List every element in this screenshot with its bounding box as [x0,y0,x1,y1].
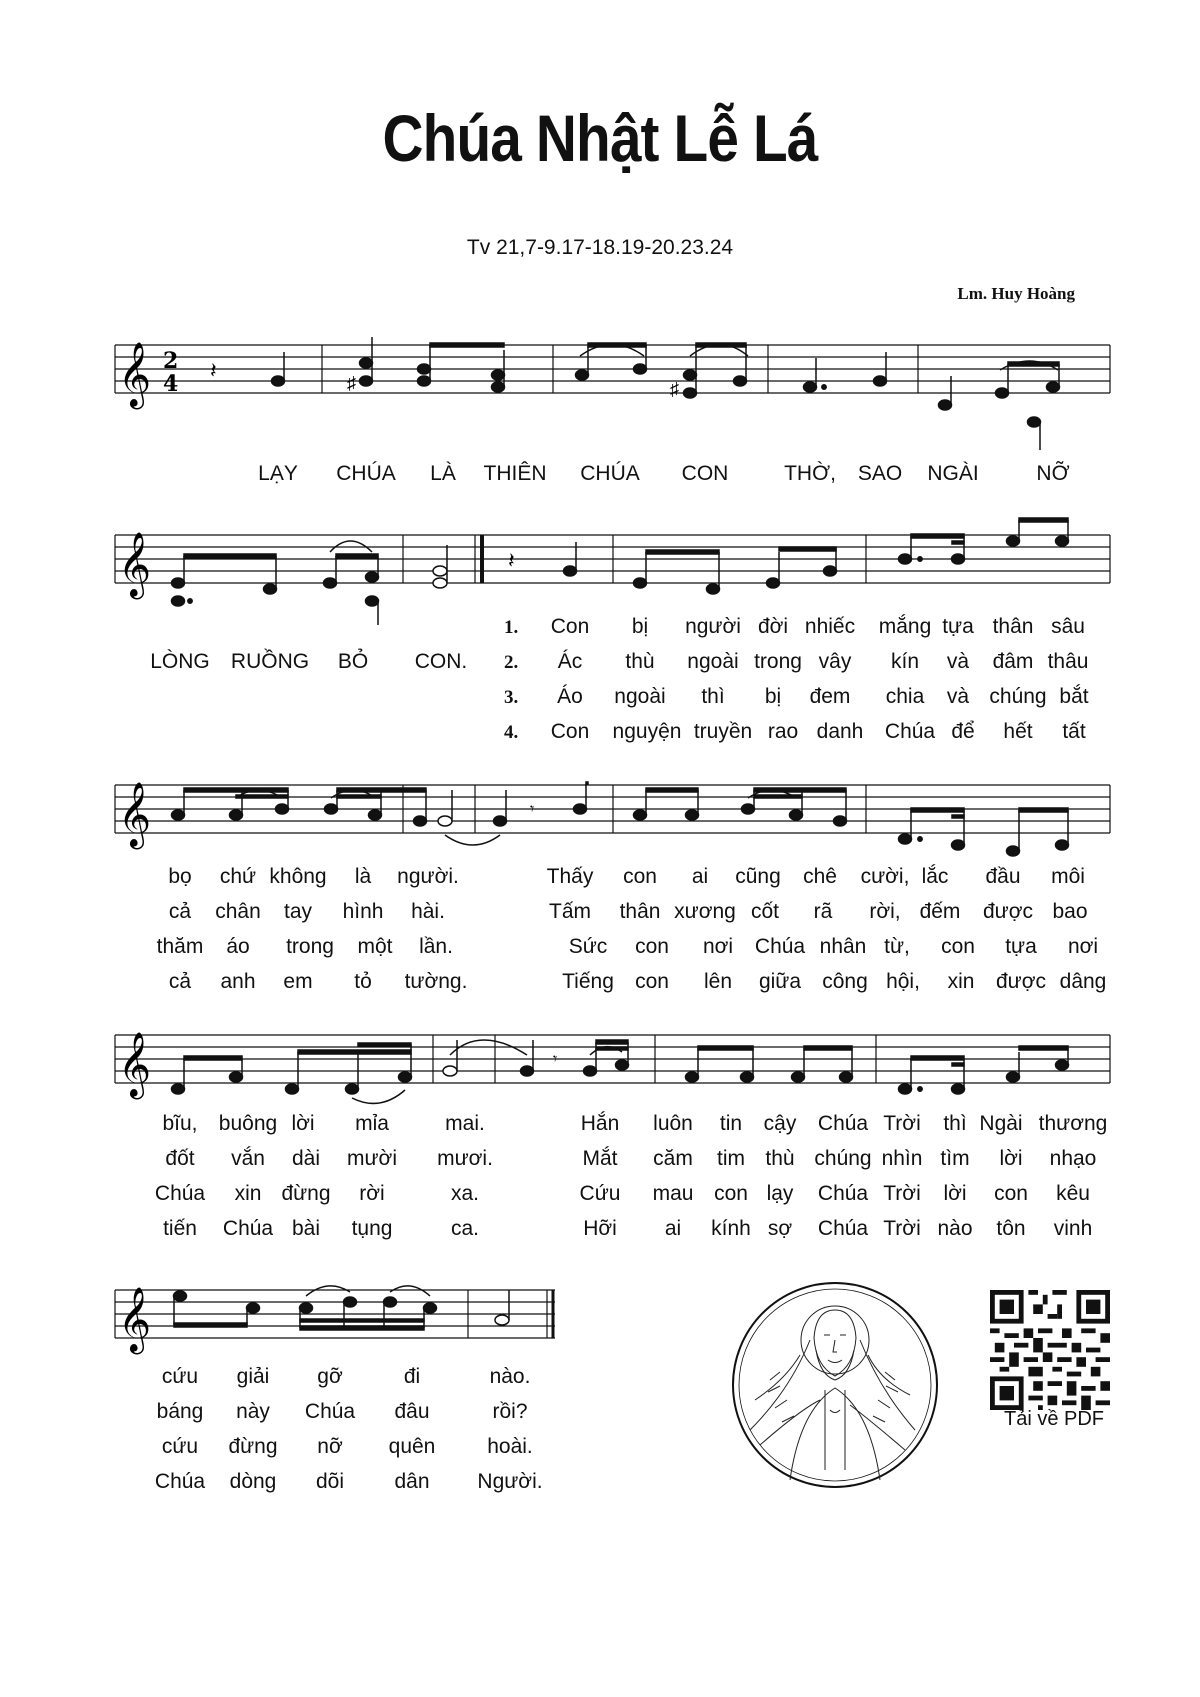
lyric-word: con [714,1182,748,1205]
lyric-word: cả [168,970,192,993]
lyric-word: thì [701,685,725,708]
lyric-word: ai [691,865,709,888]
lyric-word: Chúa [154,1470,206,1493]
lyric-word: nhạo [1049,1147,1097,1170]
lyric-word: truyền [693,720,753,743]
treble-clef-icon: 𝄞 [118,342,152,407]
lyric-word: mai. [445,1112,485,1135]
lyric-word: chúng [814,1147,872,1170]
lyric-word: đi [403,1365,421,1388]
lyric-word: dõi [315,1470,345,1493]
lyric-word: gỡ [317,1365,343,1388]
treble-clef-icon: 𝄞 [118,1287,152,1352]
lyric-word: tựa [942,615,974,638]
verse-number: 1. [504,617,519,638]
lyric-word: dâng [1059,970,1107,993]
staff-4 [0,1020,1200,1120]
lyric-word: đừng [281,1182,331,1205]
lyric-word: Con [550,615,590,638]
lyric-word: Chúa [304,1400,356,1423]
lyric-word: dài [291,1147,321,1170]
lyric-word: nỡ [317,1435,343,1458]
lyric-word: chia [885,685,925,708]
lyric-word: đem [809,685,851,708]
lyric-word: cứu [161,1365,199,1388]
lyric-word: Sức [568,935,608,958]
lyric-word: Chúa [817,1182,869,1205]
lyric-word: rời [359,1182,385,1205]
lyric-word: NỠ [1036,462,1070,485]
lyric-word: cả [168,900,192,923]
lyric-word: Tấm [549,900,591,923]
lyric-word: đâu [394,1400,430,1423]
lyric-word: Hắn [580,1112,620,1135]
rest-icon: 𝄽 [508,549,515,574]
rest-icon: 𝄽 [210,359,217,384]
lyric-word: buông [218,1112,278,1135]
lyric-word: sâu [1051,615,1085,638]
lyric-word: kính [711,1217,751,1240]
lyric-word: xin [234,1182,262,1205]
verse-number: 2. [504,652,519,673]
lyric-word: cứu [161,1435,199,1458]
lyric-word: mắng [878,615,932,638]
lyric-word: là [354,865,372,888]
lyric-word: đầu [985,865,1021,888]
lyric-word: thân [992,615,1034,638]
lyric-word: căm [653,1147,693,1170]
lyric-word: bài [291,1217,321,1240]
lyric-word: hài. [411,900,445,923]
lyric-word: mười [347,1147,397,1170]
lyric-word: từ, [884,935,910,958]
lyric-word: rồi? [492,1400,528,1423]
lyric-word: xa. [450,1182,480,1205]
treble-clef-icon: 𝄞 [118,532,152,597]
lyric-word: đếm [919,900,961,923]
lyric-word: tin [719,1112,743,1135]
lyric-word: Ngài [979,1112,1023,1135]
lyric-word: một [357,935,393,958]
lyric-word: đừng [228,1435,278,1458]
lyric-word: dòng [229,1470,277,1493]
lyric-word: LÒNG [150,650,210,673]
lyric-word: anh [220,970,256,993]
lyric-word: tiến [163,1217,197,1240]
lyric-word: lên [703,970,733,993]
lyric-word: nhiếc [804,615,856,638]
lyric-word: nào [937,1217,973,1240]
lyric-word: Chúa [154,1182,206,1205]
lyric-word: hội, [886,970,920,993]
palm-sunday-christ-medallion-icon [730,1280,940,1490]
composer: Lm. Huy Hoàng [957,284,1075,303]
lyric-word: cốt [750,900,780,923]
lyric-word: nguyện [612,720,682,743]
lyric-word: CHÚA [336,462,396,485]
lyric-word: CHÚA [580,462,640,485]
lyric-word: hình [342,900,384,923]
lyric-word: Ác [557,650,583,673]
lyric-word: Chúa [754,935,806,958]
lyric-word: Trời [883,1112,921,1135]
time-signature-top: 2 [163,348,179,374]
lyric-word: cười, [860,865,910,888]
lyric-word: Chúa [817,1112,869,1135]
lyric-word: NGÀI [927,462,979,485]
lyric-word: Mắt [582,1147,618,1170]
lyric-word: công [822,970,868,993]
lyric-word: đốt [165,1147,195,1170]
lyric-word: và [946,650,970,673]
lyric-word: chúng [989,685,1047,708]
lyric-word: Tiếng [562,970,614,993]
lyric-word: quên [388,1435,436,1458]
lyric-word: thù [625,650,655,673]
lyric-word: này [236,1400,270,1423]
lyric-word: lời [291,1112,315,1135]
lyric-word: kêu [1056,1182,1090,1205]
verse-number: 3. [504,687,519,708]
lyric-word: tường. [404,970,468,993]
lyric-word: RUỒNG [230,650,310,673]
lyric-word: lời [943,1182,967,1205]
lyric-word: con [994,1182,1028,1205]
lyric-word: vắn [231,1147,265,1170]
lyric-word: SAO [857,462,903,485]
lyric-word: Chúa [222,1217,274,1240]
lyric-word: Trời [883,1182,921,1205]
lyric-word: tim [717,1147,745,1170]
lyric-word: CON. [414,650,468,673]
lyric-word: bị [764,685,782,708]
lyric-word: bọ [168,865,192,888]
lyric-word: dân [394,1470,430,1493]
lyric-word: mươi. [437,1147,493,1170]
lyric-word: Chúa [884,720,936,743]
lyric-word: thương [1038,1112,1108,1135]
lyric-word: thăm [156,935,204,958]
treble-clef-icon: 𝄞 [118,1032,152,1097]
lyric-word: rao [767,720,799,743]
lyric-word: hoài. [487,1435,533,1458]
staff-3 [0,770,1200,870]
lyric-word: được [982,900,1034,923]
song-title: Chúa Nhật Lễ Lá [382,101,818,175]
lyric-word: Áo [557,685,583,708]
lyric-word: kín [890,650,920,673]
svg-text:𝄾: 𝄾 [553,1049,558,1068]
lyric-word: giải [236,1365,270,1388]
lyric-word: thì [943,1112,967,1135]
lyric-word: lắc [921,865,949,888]
lyric-word: sợ [767,1217,793,1240]
lyric-word: BỎ [337,650,369,673]
treble-clef-icon: 𝄞 [118,782,152,847]
lyric-word: con [623,865,657,888]
lyric-word: chân [215,900,261,923]
lyric-word: nhìn [881,1147,923,1170]
lyric-word: tỏ [354,970,372,993]
lyric-word: cũng [735,865,781,888]
lyric-word: LÀ [430,462,456,485]
staff-2 [0,525,1200,625]
lyric-word: ai [664,1217,682,1240]
lyric-word: danh [816,720,864,743]
lyric-word: LẠY [258,462,298,485]
lyric-word: xương [674,900,736,923]
lyric-word: lần. [419,935,453,958]
lyric-word: rã [813,900,833,923]
lyric-word: thân [619,900,661,923]
lyric-word: thù [765,1147,795,1170]
lyric-word: cậy [763,1112,797,1135]
lyric-word: chê [803,865,837,888]
svg-text:♯: ♯ [347,373,356,393]
lyric-word: lạy [766,1182,794,1205]
lyric-word: tôn [996,1217,1026,1240]
staff-1 [0,335,1200,455]
lyric-word: và [946,685,970,708]
lyric-word: chứ [219,865,257,888]
time-signature-bottom: 4 [163,371,179,397]
lyric-word: Trời [883,1217,921,1240]
lyric-word: bắt [1059,685,1089,708]
lyric-word: báng [156,1400,204,1423]
lyric-word: người [685,615,741,638]
lyric-word: nào. [489,1365,531,1388]
lyric-word: áo [226,935,250,958]
lyric-word: luôn [653,1112,693,1135]
lyric-word: bĩu, [162,1112,198,1135]
lyric-word: xin [947,970,975,993]
lyric-word: trong [754,650,802,673]
lyric-word: tụng [351,1217,393,1240]
lyric-word: con [635,935,669,958]
lyric-word: ngoài [687,650,739,673]
lyric-word: bao [1052,900,1088,923]
svg-text:♯: ♯ [670,379,679,399]
lyric-word: trong [286,935,334,958]
lyric-word: vây [818,650,852,673]
lyric-word: nhân [819,935,867,958]
lyric-word: vinh [1053,1217,1093,1240]
qr-code-icon[interactable] [990,1290,1110,1410]
lyric-word: giữa [758,970,802,993]
lyric-word: người. [397,865,459,888]
lyric-word: thâu [1047,650,1089,673]
verse-number: 4. [504,722,519,743]
lyric-word: nơi [1067,935,1099,958]
lyric-word: con [635,970,669,993]
lyric-word: để [951,720,975,743]
lyric-word: Hỡi [583,1217,617,1240]
lyric-word: lời [999,1147,1023,1170]
lyric-word: tay [283,900,313,923]
lyric-word: tựa [1005,935,1037,958]
lyric-word: Người. [477,1470,543,1493]
lyric-word: Chúa [817,1217,869,1240]
lyric-word: con [941,935,975,958]
lyric-word: Thấy [546,865,594,888]
lyric-word: nơi [702,935,734,958]
lyric-word: hết [1003,720,1033,743]
lyric-word: mau [652,1182,694,1205]
lyric-word: CON [681,462,729,485]
lyric-word: môi [1051,865,1085,888]
lyric-word: tất [1062,720,1086,743]
lyric-word: THIÊN [483,462,547,485]
lyric-word: ngoài [614,685,666,708]
lyric-word: được [995,970,1047,993]
lyric-word: em [283,970,313,993]
lyric-word: mỉa [355,1112,389,1135]
lyric-word: không [269,865,327,888]
lyric-word: đời [757,615,789,638]
qr-download-label[interactable]: Tải về PDF [1003,1408,1105,1430]
psalm-reference: Tv 21,7-9.17-18.19-20.23.24 [466,236,734,259]
lyric-word: tìm [940,1147,970,1170]
lyric-word: rời, [869,900,901,923]
lyric-word: Cứu [579,1182,621,1205]
lyric-word: THỜ, [784,462,836,485]
lyric-word: đâm [992,650,1034,673]
svg-text:𝄾: 𝄾 [530,799,535,818]
lyric-word: ca. [450,1217,480,1240]
lyric-word: bị [631,615,649,638]
lyric-word: Con [550,720,590,743]
